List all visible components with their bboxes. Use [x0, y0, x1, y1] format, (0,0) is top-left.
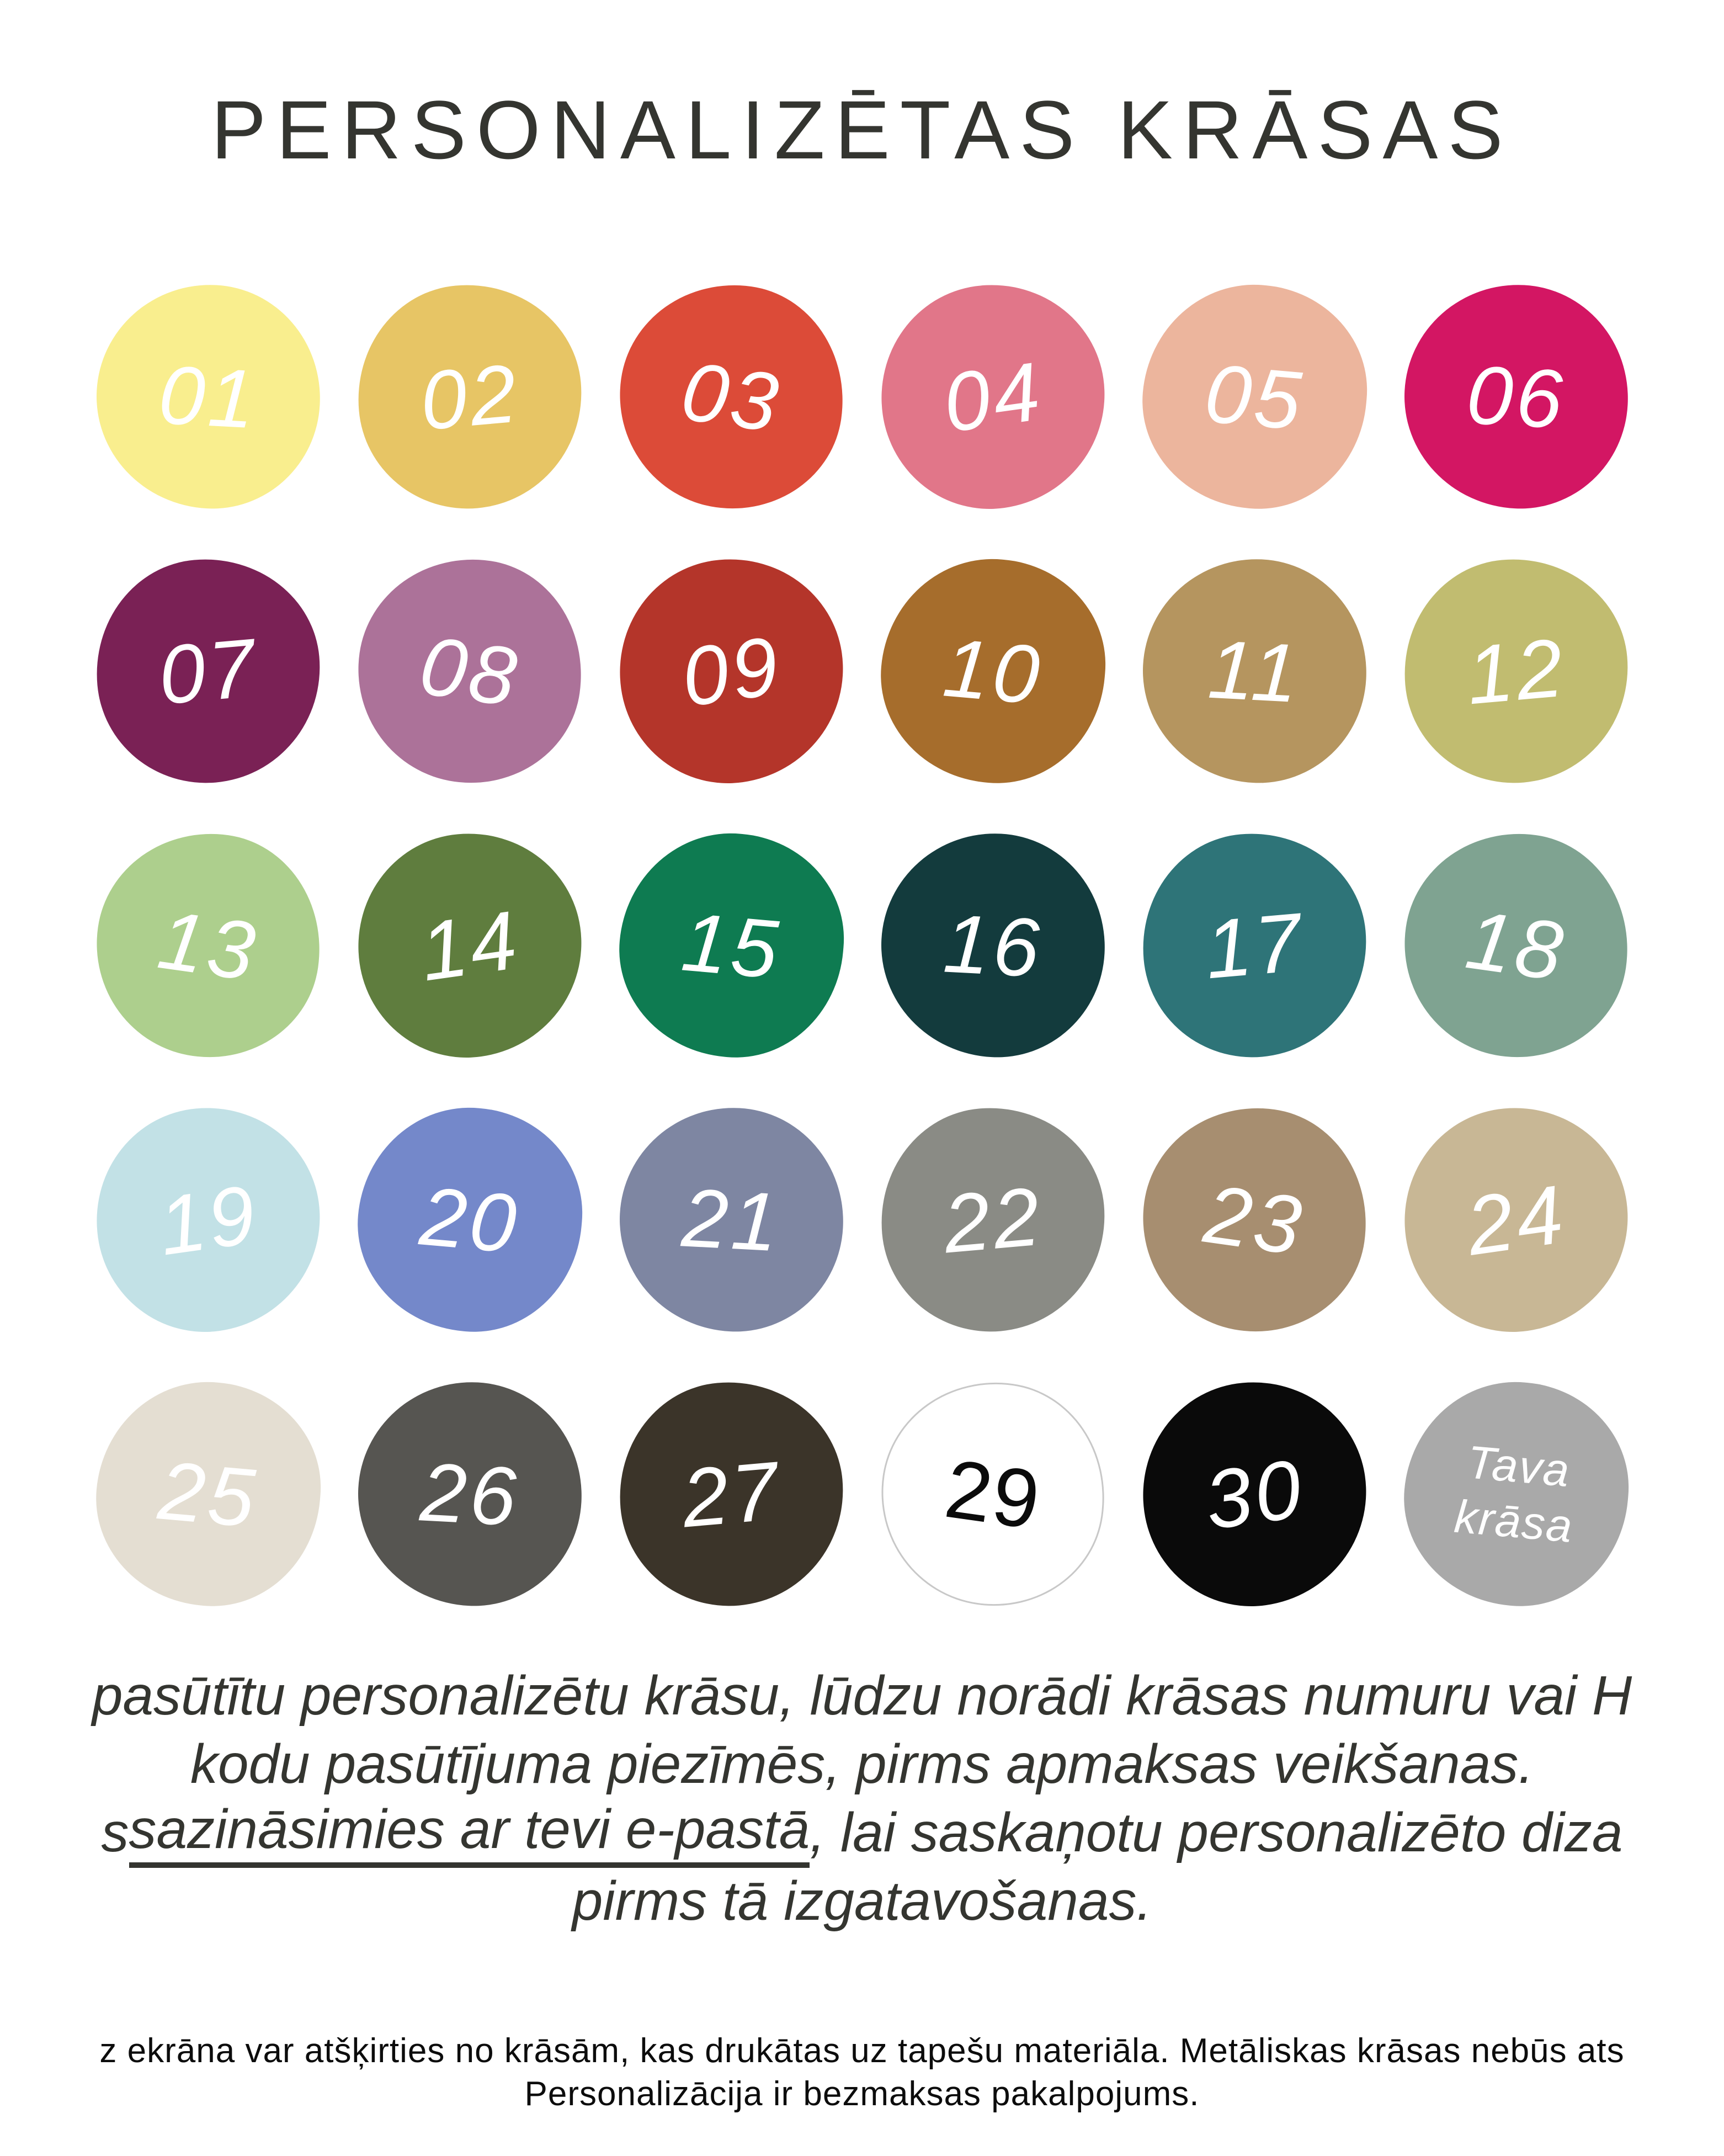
- instructions-line-1-text: pasūtītu personalizētu krāsu, lūdzu norādi krāsas numuru vai H: [92, 1664, 1632, 1727]
- color-swatch-13: [82, 819, 334, 1071]
- swatch-label: 24: [1460, 1166, 1572, 1273]
- swatch-label: 06: [1464, 347, 1568, 446]
- color-swatch-26: [352, 1377, 587, 1612]
- color-swatch-19: [82, 1093, 334, 1346]
- swatch-cell: [600, 808, 862, 1082]
- swatch-label: 07: [155, 620, 262, 721]
- disclaimer-line-1: [0, 2029, 1724, 2072]
- swatch-label: 04: [937, 343, 1049, 450]
- color-swatch-30: [1128, 1368, 1380, 1620]
- swatch-cell: [1385, 1357, 1647, 1631]
- color-swatch-25: [87, 1373, 329, 1615]
- color-swatch-22: [872, 1098, 1114, 1341]
- swatch-label: 25: [155, 1443, 262, 1544]
- swatch-label: 27: [678, 1443, 785, 1544]
- swatch-label: 01: [156, 347, 260, 446]
- swatch-label: 08: [414, 618, 525, 724]
- swatch-cell: [77, 534, 339, 808]
- swatch-cell: [1385, 1082, 1647, 1357]
- swatch-label: 14: [414, 892, 525, 999]
- swatch-cell: [600, 534, 862, 808]
- swatch-cell: [77, 808, 339, 1082]
- instructions-line-3-suffix: , lai saskaņotu personalizēto diza: [810, 1801, 1623, 1863]
- swatch-cell: [862, 1357, 1124, 1631]
- instructions-line-2: [0, 1730, 1724, 1798]
- swatch-label: 20: [416, 1169, 523, 1270]
- swatch-label: Tava krāsa: [1452, 1436, 1576, 1552]
- swatch-cell: [339, 1082, 600, 1357]
- disclaimer: [0, 2029, 1724, 2115]
- swatch-cell: [77, 1357, 339, 1631]
- swatch-label: 11: [1205, 622, 1303, 720]
- swatch-cell: [1124, 534, 1385, 808]
- instructions-line-4-text: pirms tā izgatavošanas.: [572, 1870, 1152, 1932]
- instructions-line-1: [0, 1661, 1724, 1730]
- color-swatch-27: [610, 1373, 853, 1615]
- color-swatch-24: [1390, 1093, 1642, 1346]
- swatch-cell: [1124, 808, 1385, 1082]
- swatch-label: 03: [675, 343, 787, 450]
- swatch-label: 16: [941, 896, 1045, 995]
- swatch-cell: [339, 259, 600, 534]
- disclaimer-line-1-text: z ekrāna var atšķirties no krāsām, kas drukātas uz tapešu materiāla. Metāliskas krāsas nebūs ats: [99, 2031, 1625, 2070]
- color-swatch-tava-krāsa: [1395, 1373, 1637, 1615]
- swatch-cell: [1385, 534, 1647, 808]
- swatch-label: 19: [152, 1166, 264, 1273]
- swatch-label: 12: [1462, 620, 1569, 721]
- color-swatch-12: [1395, 550, 1637, 792]
- swatch-cell: [77, 1082, 339, 1357]
- color-swatch-01: [91, 279, 326, 514]
- swatch-cell: [339, 808, 600, 1082]
- swatch-cell: [862, 808, 1124, 1082]
- color-swatch-21: [614, 1102, 849, 1337]
- color-swatch-14: [343, 819, 595, 1071]
- swatch-cell: [600, 1357, 862, 1631]
- contact-email-underlined-text: sazināsimies ar tevi e-pastā: [129, 1798, 810, 1868]
- color-swatch-11: [1137, 554, 1372, 789]
- swatch-label: 15: [678, 895, 785, 996]
- disclaimer-line-2: [0, 2072, 1724, 2115]
- color-swatch-09: [605, 545, 857, 797]
- color-swatch-10: [872, 550, 1114, 792]
- swatch-label: 13: [152, 892, 264, 999]
- swatch-cell: [1124, 1357, 1385, 1631]
- color-swatch-grid: [77, 259, 1647, 1631]
- swatch-cell: [339, 1357, 600, 1631]
- swatch-label: 22: [939, 1169, 1046, 1270]
- color-swatch-04: [866, 270, 1119, 523]
- color-swatch-20: [349, 1098, 591, 1341]
- swatch-label: 26: [418, 1445, 522, 1543]
- color-swatch-16: [875, 828, 1110, 1063]
- swatch-cell: [600, 1082, 862, 1357]
- swatch-label: 05: [1201, 346, 1308, 447]
- swatch-cell: [339, 534, 600, 808]
- instructions-line-2-text: kodu pasūtījuma piezīmēs, pirms apmaksas veikšanas.: [190, 1733, 1534, 1795]
- swatch-label: 18: [1460, 892, 1572, 999]
- instructions-line-3: [0, 1798, 1724, 1867]
- swatch-cell: [1124, 259, 1385, 534]
- color-swatch-23: [1128, 1093, 1380, 1346]
- swatch-cell: [862, 1082, 1124, 1357]
- ordering-instructions: [0, 1661, 1724, 1935]
- swatch-label: 17: [1201, 895, 1308, 996]
- swatch-cell: [1385, 259, 1647, 534]
- swatch-label: 29: [939, 1441, 1046, 1547]
- color-swatch-03: [605, 270, 857, 523]
- page-title: PERSONALIZĒTAS KRĀSAS: [211, 83, 1513, 176]
- swatch-cell: [862, 259, 1124, 534]
- swatch-label: 30: [1199, 1441, 1310, 1547]
- color-swatch-02: [349, 275, 591, 518]
- swatch-label: 02: [416, 346, 523, 447]
- swatch-label: 09: [675, 618, 787, 724]
- swatch-cell: [862, 534, 1124, 808]
- color-swatch-17: [1134, 824, 1376, 1066]
- color-swatch-06: [1398, 279, 1633, 514]
- color-swatch-18: [1390, 819, 1642, 1071]
- swatch-cell: [1124, 1082, 1385, 1357]
- instructions-line-4: [0, 1867, 1724, 1935]
- swatch-cell: [1385, 808, 1647, 1082]
- disclaimer-line-2-text: Personalizācija ir bezmaksas pakalpojums.: [524, 2074, 1200, 2113]
- swatch-label: 10: [939, 620, 1046, 721]
- instructions-line-3-prefix: s: [101, 1801, 129, 1863]
- color-swatch-05: [1134, 275, 1376, 518]
- color-swatch-15: [610, 824, 853, 1066]
- swatch-cell: [77, 259, 339, 534]
- color-swatch-07: [87, 550, 329, 792]
- swatch-label: 21: [679, 1170, 783, 1269]
- color-swatch-08: [343, 545, 595, 797]
- swatch-cell: [600, 259, 862, 534]
- swatch-label: 23: [1199, 1166, 1310, 1273]
- color-swatch-29: [866, 1368, 1119, 1620]
